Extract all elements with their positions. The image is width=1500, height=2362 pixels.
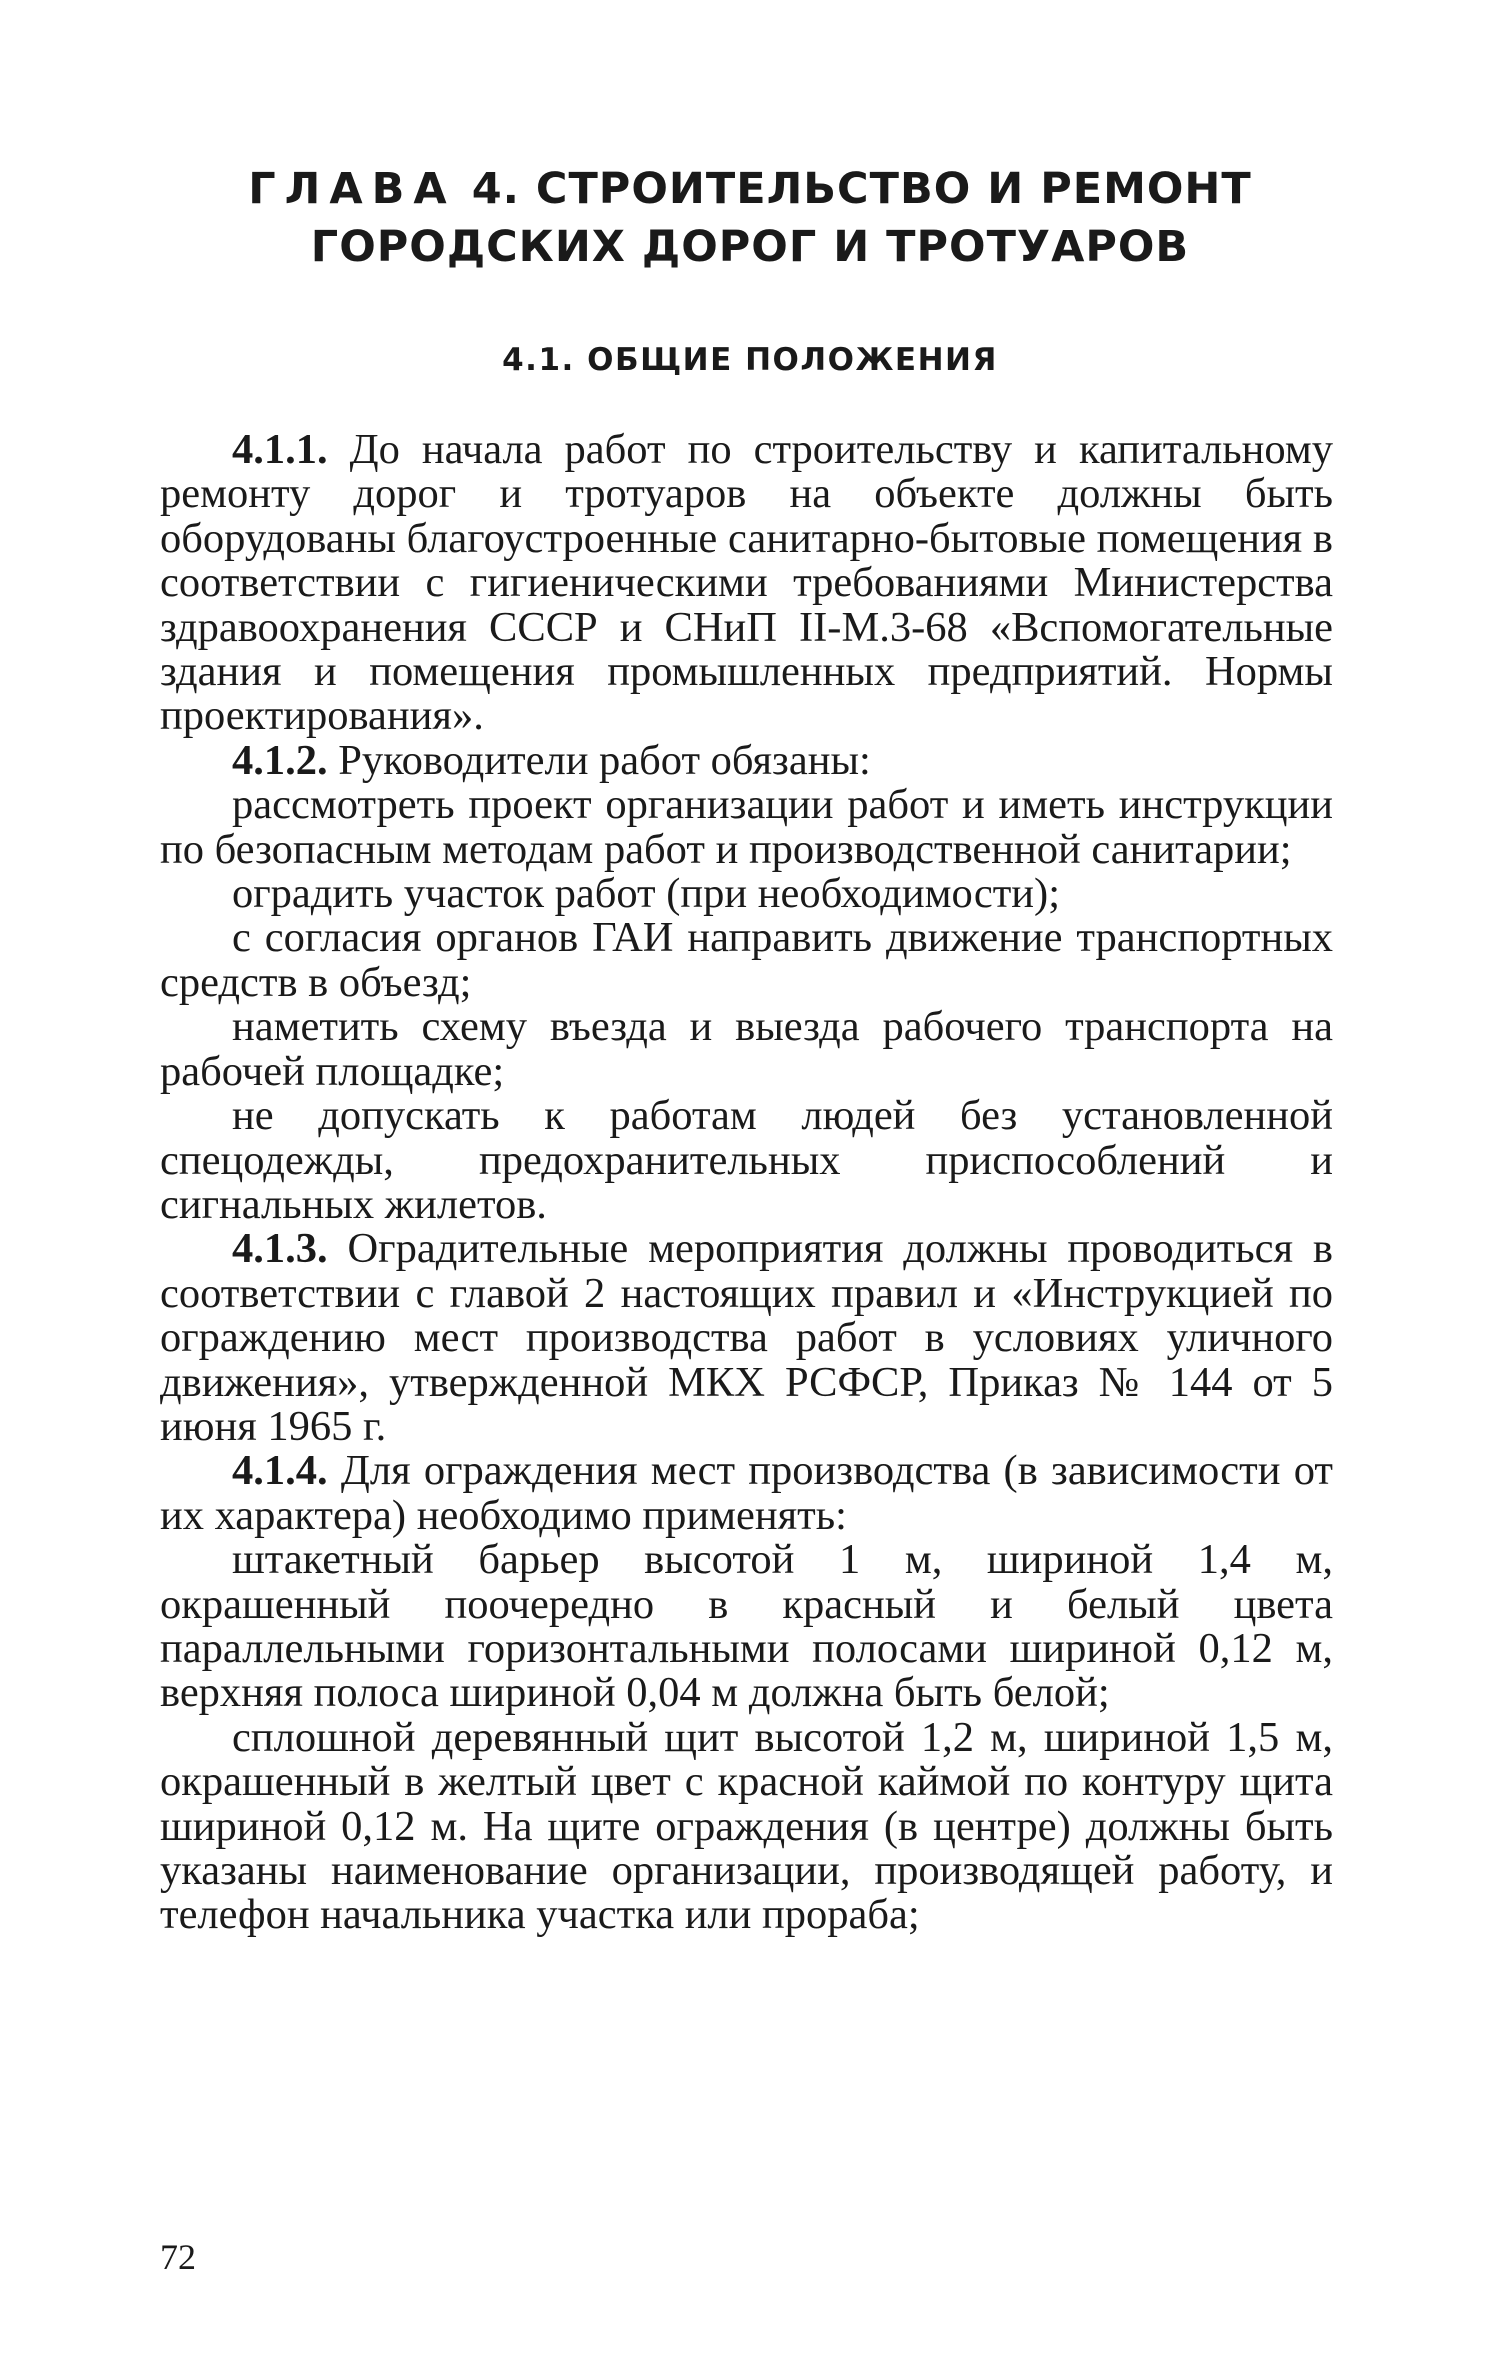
list-item [160, 1094, 1333, 1227]
chapter-title-line-2: ГОРОДСКИХ ДОРОГ И ТРОТУАРОВ [310, 222, 1190, 272]
clause-number: 4.1.4. [232, 1447, 328, 1495]
chapter-title-text-1: 4. СТРОИТЕЛЬСТВО И РЕМОНТ [471, 164, 1252, 214]
clause-number: 4.1.2. [232, 736, 328, 784]
paragraph-text: с согласия органов ГАИ направить движение транспортных средств в объезд; [160, 914, 1333, 1006]
list-item [160, 872, 1333, 916]
body-text [160, 428, 1333, 1938]
chapter-title [160, 160, 1340, 276]
list-item [160, 1713, 1333, 1939]
paragraph [160, 1449, 1333, 1538]
chapter-title-line-1 [160, 160, 1340, 218]
paragraph-text: До начала работ по строительству и капитальному ремонту дорог и тротуаров на объекте должны быть оборудованы благоустроенные санитарно-бытовые помещения в соответствии с гигиеническими требованиями Министерства здравоохранения СССР и СНиП II-М.3-68 «Вспомогательные здания и помещения промышленных предприятий. Нормы проектирования». [160, 426, 1333, 740]
clause-number: 4.1.1. [232, 426, 328, 473]
chapter-prefix: ГЛАВА [248, 164, 456, 214]
paragraph-text: оградить участок работ (при необходимости); [232, 870, 1061, 918]
list-item [160, 1538, 1333, 1716]
page-number: 72 [160, 2237, 196, 2277]
paragraph-text: Руководители работ обязаны: [338, 736, 871, 784]
paragraph-text: не допускать к работам людей без установленной спецодежды, предохранительных приспособлений и сигнальных жилетов. [160, 1092, 1333, 1228]
paragraph-text: штакетный барьер высотой 1 м, шириной 1,4 м, окрашенный поочередно в красный и белый цвета параллельными горизонтальными полосами шириной 0,12 м, верхняя полоса шириной 0,04 м должна быть белой; [160, 1536, 1333, 1717]
paragraph-text: наметить схему въезда и выезда рабочего транспорта на рабочей площадке; [160, 1003, 1333, 1095]
list-item [160, 1005, 1333, 1094]
paragraph [160, 1227, 1333, 1449]
list-item [160, 916, 1333, 1005]
paragraph [160, 428, 1333, 739]
paragraph-text: Оградительные мероприятия должны проводиться в соответствии с главой 2 настоящих правил и «Инструкцией по ограждению мест производства работ в условиях уличного движения», утвержденной МКХ РСФСР, Приказ № 144 от 5 июня 1965 г. [160, 1225, 1333, 1450]
paragraph-text: сплошной деревянный щит высотой 1,2 м, шириной 1,5 м, окрашенный в желтый цвет с красной каймой по контуру щита шириной 0,12 м. На щите ограждения (в центре) должны быть указаны наименование организации, производящей работу, и телефон начальника участка или прораба; [160, 1713, 1333, 1939]
section-title: 4.1. ОБЩИЕ ПОЛОЖЕНИЯ [502, 342, 998, 378]
paragraph-text: Для ограждения мест производства (в зависимости от их характера) необходимо применять: [160, 1447, 1333, 1539]
list-item [160, 783, 1333, 872]
paragraph-text: рассмотреть проект организации работ и иметь инструкции по безопасным методам работ и производственной санитарии; [160, 781, 1333, 873]
clause-number: 4.1.3. [232, 1225, 328, 1273]
paragraph [160, 736, 1333, 784]
